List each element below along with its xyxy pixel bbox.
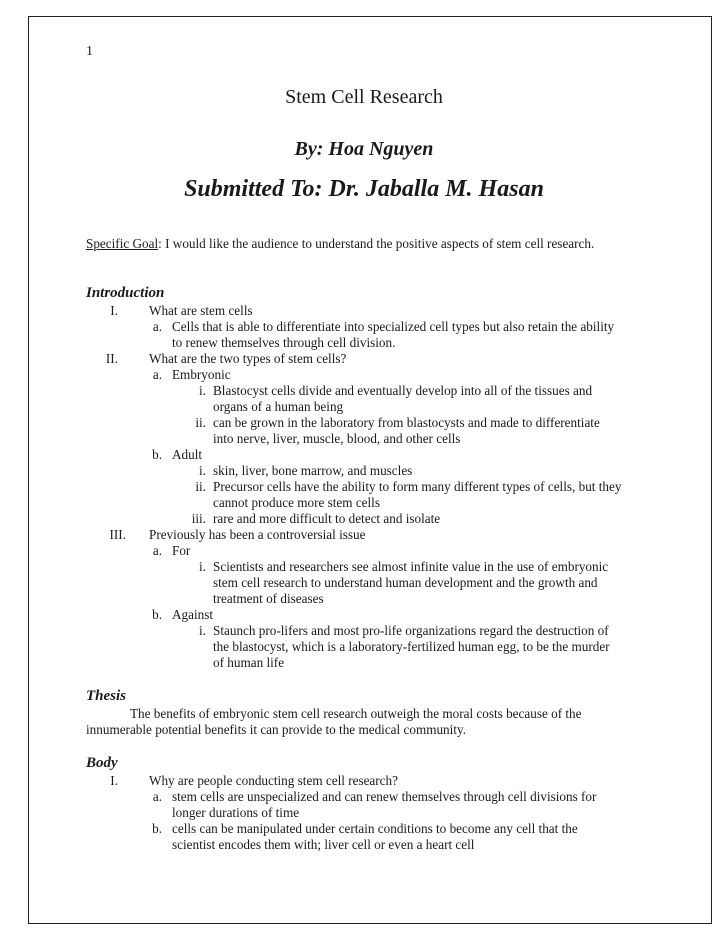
outline-roman: i. <box>199 383 206 398</box>
outline-letter: b. <box>152 821 162 836</box>
outline-number: II. <box>105 351 118 366</box>
outline-item: Adult <box>172 447 203 462</box>
outline-letter: a. <box>152 319 162 334</box>
outline-roman: ii. <box>195 479 206 494</box>
outline-roman: i. <box>199 559 206 574</box>
outline-item: Previously has been a controversial issue <box>149 527 366 542</box>
outline-item: What are the two types of stem cells? <box>149 351 347 366</box>
outline-item-cont: scientist encodes them with; liver cell or even a heart cell <box>172 837 475 852</box>
document-title: Stem Cell Research <box>285 86 443 108</box>
outline-number: I. <box>110 773 118 788</box>
outline-item-cont: treatment of diseases <box>213 591 324 606</box>
outline-item: Against <box>172 607 214 622</box>
outline-item: What are stem cells <box>149 303 253 318</box>
outline-item-cont: of human life <box>213 655 285 670</box>
outline-item: For <box>172 543 191 558</box>
outline-item: Scientists and researchers see almost infinite value in the use of embryonic <box>213 559 609 574</box>
outline-item-cont: stem cell research to understand human development and the growth and <box>213 575 598 590</box>
outline-item: Embryonic <box>172 367 231 382</box>
outline-letter: a. <box>152 789 162 804</box>
specific-goal-label: Specific Goal <box>86 236 159 251</box>
outline-roman: iii. <box>191 511 206 526</box>
outline-letter: b. <box>152 607 162 622</box>
outline-roman: ii. <box>195 415 206 430</box>
outline-item: Cells that is able to differentiate into specialized cell types but also retain the ability <box>172 319 615 334</box>
submitted-to: Submitted To: Dr. Jaballa M. Hasan <box>184 176 544 202</box>
outline-item-cont: organs of a human being <box>213 399 344 414</box>
outline-item: Precursor cells have the ability to form many different types of cells, but they <box>213 479 622 494</box>
thesis-text: The benefits of embryonic stem cell research outweigh the moral costs because of the <box>130 706 582 721</box>
thesis-text-cont: innumerable potential benefits it can provide to the medical community. <box>86 722 467 737</box>
outline-letter: a. <box>152 543 162 558</box>
outline-roman: i. <box>199 623 206 638</box>
body-heading: Body <box>86 755 118 771</box>
outline-item: cells can be manipulated under certain conditions to become any cell that the <box>172 821 578 836</box>
outline-item-cont: longer durations of time <box>172 805 300 820</box>
outline-item: Staunch pro-lifers and most pro-life organizations regard the destruction of <box>213 623 609 638</box>
outline-item: Blastocyst cells divide and eventually develop into all of the tissues and <box>213 383 593 398</box>
outline-item: Why are people conducting stem cell research? <box>149 773 398 788</box>
author-byline: By: Hoa Nguyen <box>294 138 434 160</box>
specific-goal-text: : I would like the audience to understand the positive aspects of stem cell research. <box>158 236 595 251</box>
thesis-heading: Thesis <box>86 688 127 704</box>
outline-item-cont: cannot produce more stem cells <box>213 495 380 510</box>
outline-number: III. <box>109 527 126 542</box>
outline-item: stem cells are unspecialized and can renew themselves through cell divisions for <box>172 789 597 804</box>
outline-item-cont: to renew themselves through cell division. <box>172 335 396 350</box>
outline-number: I. <box>110 303 118 318</box>
outline-item: skin, liver, bone marrow, and muscles <box>213 463 413 478</box>
outline-letter: b. <box>152 447 162 462</box>
specific-goal <box>86 236 594 252</box>
outline-item: can be grown in the laboratory from blastocysts and made to differentiate <box>213 415 600 430</box>
outline-roman: i. <box>199 463 206 478</box>
outline-item-cont: into nerve, liver, muscle, blood, and other cells <box>213 431 461 446</box>
outline-item: rare and more difficult to detect and isolate <box>213 511 441 526</box>
introduction-heading: Introduction <box>86 285 165 301</box>
outline-item-cont: the blastocyst, which is a laboratory-fertilized human egg, to be the murder <box>213 639 610 654</box>
page-number: 1 <box>86 44 93 59</box>
outline-letter: a. <box>152 367 162 382</box>
